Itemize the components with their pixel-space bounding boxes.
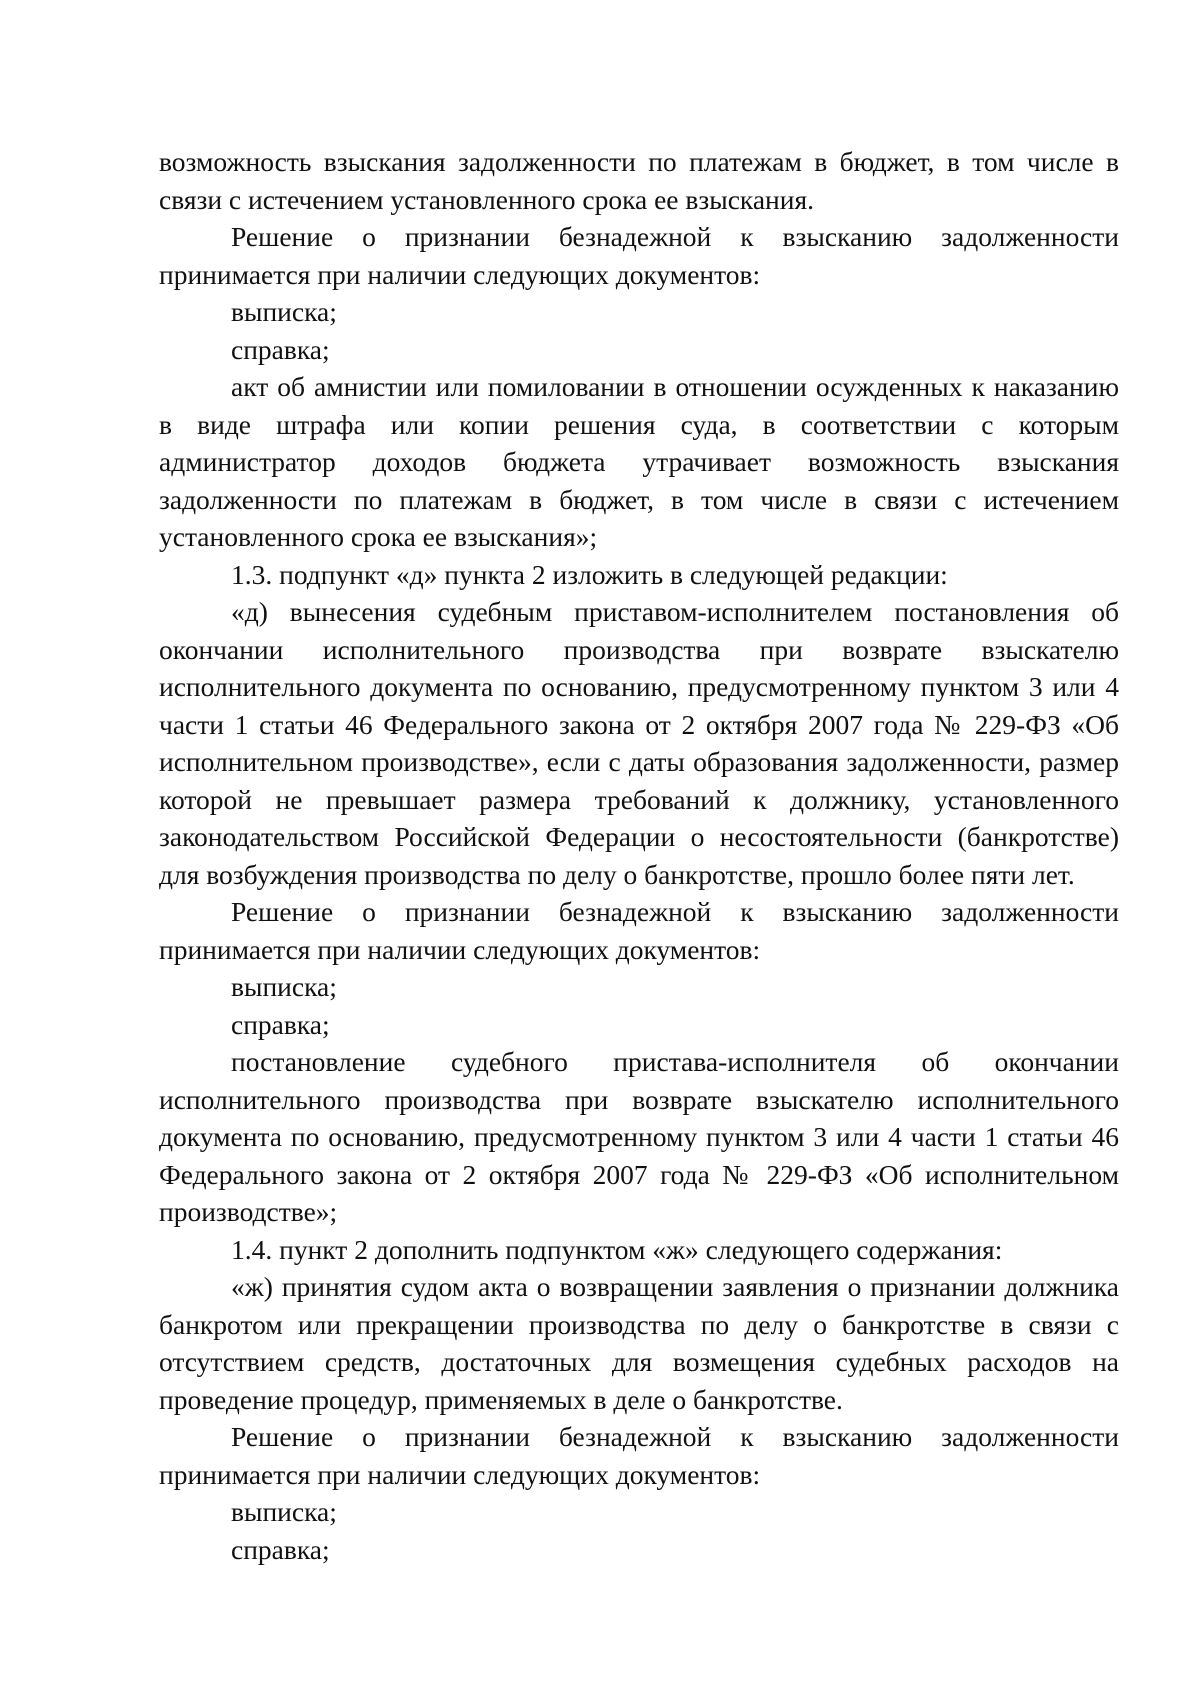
paragraph-item-1-3: 1.3. подпункт «д» пункта 2 изложить в следующей редакции: [231, 558, 948, 590]
paragraph-item-1-4: 1.4. пункт 2 дополнить подпунктом «ж» следующего содержания: [231, 1233, 1003, 1265]
list-item-certificate: справка; [231, 1008, 330, 1040]
list-item-certificate: справка; [231, 1533, 330, 1565]
paragraph-decision: Решение о признании безнадежной к взысканию задолженности принимается при наличии следующих документов: [159, 896, 1119, 965]
paragraph-bailiff-resolution: постановление судебного пристава-исполнителя об окончании исполнительного производства при возврате взыскателю исполнительного документа по основанию, предусмотренному пунктом 3 или 4 части 1 статьи 46 Федерального закона от 2 октября 2007 года № 229-ФЗ «Об исполнительном производстве»; [159, 1046, 1119, 1227]
list-item-extract: выписка; [231, 971, 337, 1002]
paragraph-continuation: возможность взыскания задолженности по платежам в бюджет, в том числе в связи с истечением установленного срока ее взыскания. [159, 146, 1119, 215]
paragraph-decision: Решение о признании безнадежной к взысканию задолженности принимается при наличии следующих документов: [159, 1421, 1119, 1490]
paragraph-decision: Решение о признании безнадежной к взысканию задолженности принимается при наличии следующих документов: [159, 221, 1119, 290]
list-item-certificate: справка; [231, 333, 330, 365]
paragraph-subitem-d: «д) вынесения судебным приставом-исполнителем постановления об окончании исполнительного производства при возврате взыскателю исполнительного документа по основанию, предусмотренному пунктом 3 или 4 части 1 статьи 46 Федерального закона от 2 октября 2007 года № 229-ФЗ «Об исполнительном производстве», если с даты образования задолженности, размер которой не превышает размера требований к должнику, установленного законодательством Российской Федерации о несостоятельности (банкротстве) для возбуждения производства по делу о банкротстве, прошло более пяти лет. [159, 596, 1119, 890]
paragraph-amnesty-act: акт об амнистии или помиловании в отношении осужденных к наказанию в виде штрафа или копии решения суда, в соответствии с которым администратор доходов бюджета утрачивает возможность взыскания задолженности по платежам в бюджет, в том числе в связи с истечением установленного срока ее взыскания»; [159, 371, 1119, 552]
list-item-extract: выписка; [231, 296, 337, 327]
paragraph-subitem-zh: «ж) принятия судом акта о возвращении заявления о признании должника банкротом или прекращении производства по делу о банкротстве в связи с отсутствием средств, достаточных для возмещения судебных расходов на проведение процедур, применяемых в деле о банкротстве. [159, 1271, 1119, 1415]
list-item-extract: выписка; [231, 1496, 337, 1527]
document-body [159, 143, 1119, 1568]
